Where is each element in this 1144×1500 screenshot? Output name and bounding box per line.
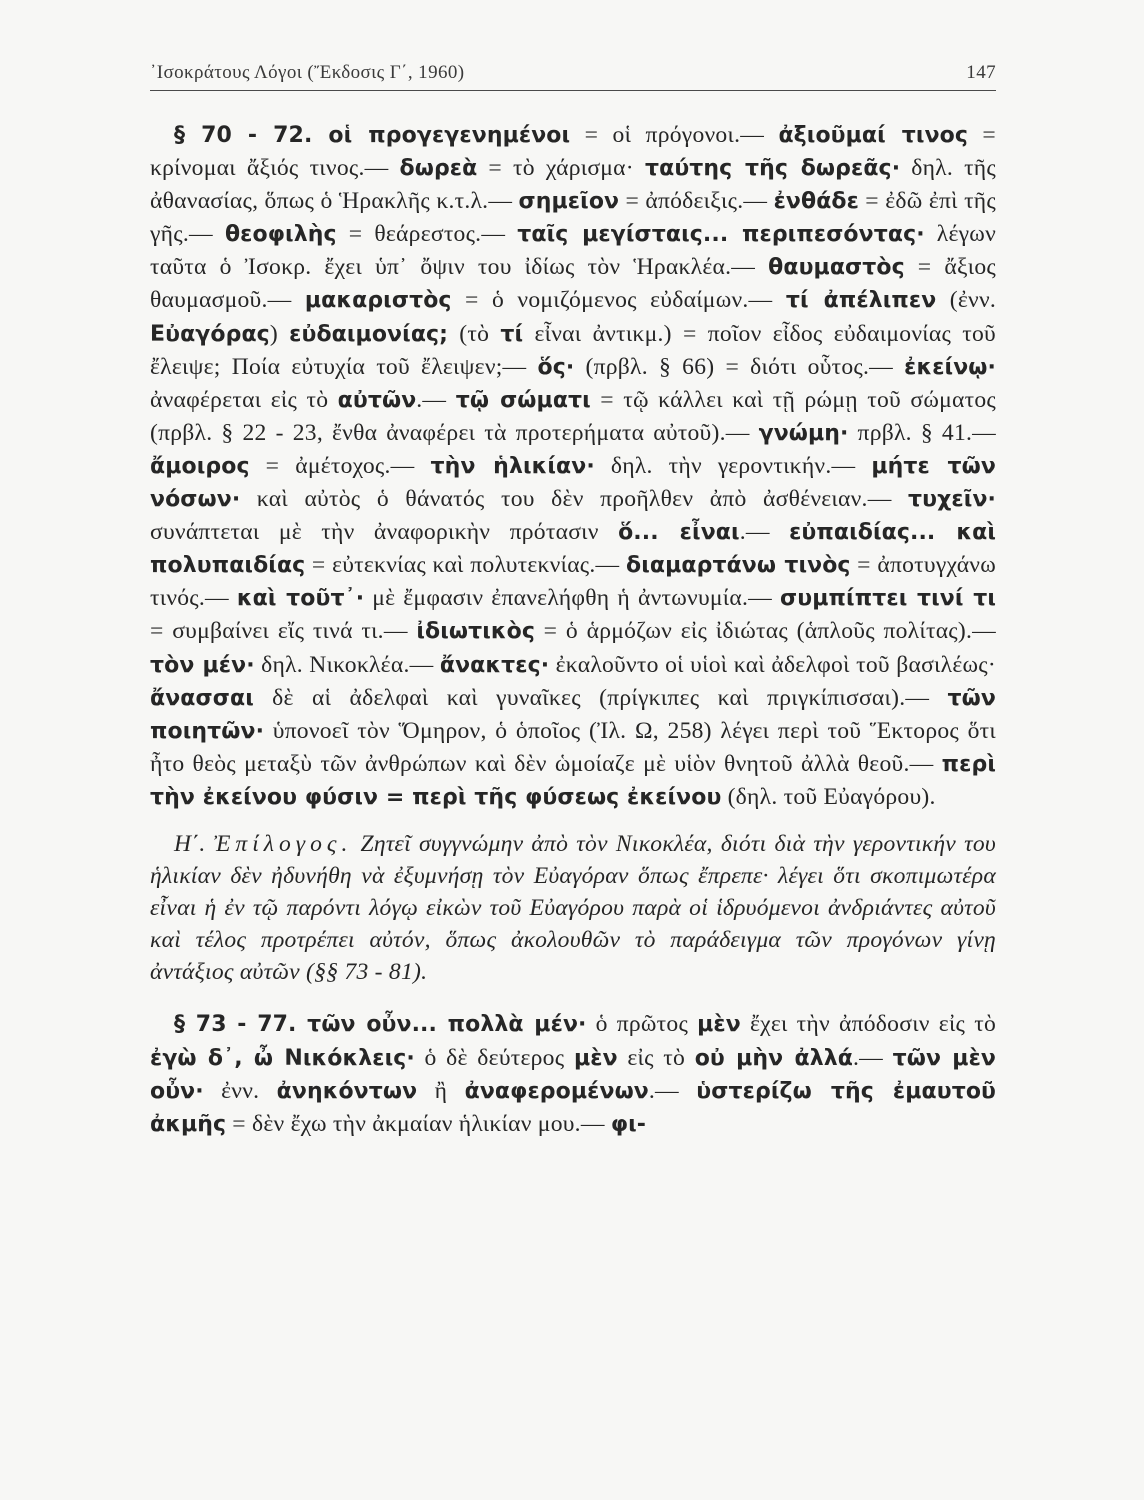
lemma-term: τῶν μὲν οὖν· xyxy=(150,1045,996,1104)
gloss-text: ὁ πρῶτος xyxy=(586,1011,698,1038)
gloss-text: ἐκαλοῦντο οἱ υἱοὶ καὶ ἀδελφοὶ τοῦ βασιλέως· xyxy=(549,651,996,678)
gloss-text: .— xyxy=(739,519,790,546)
gloss-text: ἢ xyxy=(417,1077,465,1104)
lemma-term: συμπίπτει τινί τι xyxy=(780,586,997,612)
lemma-term: ταῖς μεγίσταις... περιπεσόντας· xyxy=(517,222,925,248)
lemma-term: εὐδαιμονίας; xyxy=(289,321,449,347)
lemma-term: δωρεὰ xyxy=(399,156,478,182)
lemma-term: τί ἀπέλιπεν xyxy=(785,288,937,314)
gloss-text: = ἀμέτοχος.— xyxy=(249,452,431,479)
gloss-text: λέγων ταῦτα ὁ Ἰσοκρ. ἔχει ὑπ᾿ ὄψιν του ἰδίως τὸν Ἡρακλέα.— xyxy=(150,221,996,281)
lemma-term: θαυμαστὸς xyxy=(768,255,905,281)
gloss-text: (τὸ xyxy=(448,320,501,347)
lemma-term: § 73 - 77. τῶν οὖν... πολλὰ μέν· xyxy=(174,1012,587,1038)
epilogue-summary-paragraph xyxy=(150,828,996,988)
lemma-term: ἀξιοῦμαί τινος xyxy=(778,123,969,148)
lemma-term: θεοφιλὴς xyxy=(224,222,337,248)
lemma-term: διαμαρτάνω τινὸς xyxy=(626,553,851,579)
lemma-term: μήτε τῶν νόσων· xyxy=(150,453,996,513)
lemma-term: ἄνακτες· xyxy=(439,652,550,678)
gloss-text: = ἄξιος θαυμασμοῦ.— xyxy=(150,254,996,314)
lemma-term: ἐκείνῳ· xyxy=(904,354,996,380)
gloss-text: ἔχει τὴν ἀπόδοσιν εἰς τὸ xyxy=(740,1011,996,1038)
gloss-text: δὲ αἱ ἀδελφαὶ καὶ γυναῖκες (πρίγκιπες καὶ πριγκίπισσαι).— xyxy=(253,684,948,711)
lemma-term: ἀνηκόντων xyxy=(276,1078,418,1104)
lemma-term: ἀναφερομένων xyxy=(464,1078,649,1104)
gloss-text: = τῷ κάλλει καὶ τῇ ρώμῃ τοῦ σώματος (πρβλ. § 22 - 23, ἔνθα ἀναφέρει τὰ προτερήματα αὐτοῦ).— xyxy=(150,386,996,446)
lemma-term: ἐγὼ δ᾿, ὦ Νικόκλεις· xyxy=(150,1045,415,1071)
gloss-text: ἀναφέρεται εἰς τὸ xyxy=(150,386,338,413)
lemma-term: ὑστερίζω τῆς ἐμαυτοῦ ἀκμῆς xyxy=(150,1078,996,1137)
lemma-term: τὴν ἡλικίαν· xyxy=(430,453,595,479)
commentary-paragraph xyxy=(150,119,996,814)
lemma-term: τυχεῖν· xyxy=(908,487,996,513)
gloss-text: = ἀπόδειξις.— xyxy=(619,188,774,215)
lemma-term: εὐπαιδίας... καὶ πολυπαιδίας xyxy=(150,520,997,579)
gloss-text: ) xyxy=(269,320,290,347)
lemma-term: καὶ τοῦτ᾿· xyxy=(236,586,365,612)
gloss-text: καὶ αὐτὸς ὁ θάνατός του δὲν προῆλθεν ἀπὸ ἀσθένειαν.— xyxy=(240,486,909,513)
lemma-term: τὸν μέν· xyxy=(150,652,255,678)
gloss-text: = ὁ νομιζόμενος εὐδαίμων.— xyxy=(451,287,786,314)
lemma-term: μὲν xyxy=(573,1045,618,1071)
gloss-text: = εὐτεκνίας καὶ πολυτεκνίας.— xyxy=(305,552,626,579)
book-page xyxy=(150,62,996,1141)
lemma-term: αὐτῶν xyxy=(337,387,417,413)
lemma-term: Εὐαγόρας xyxy=(150,321,270,347)
lemma-term: ἄνασσαι xyxy=(150,685,254,711)
lemma-term: γνώμη· xyxy=(758,420,849,446)
gloss-text: Ζητεῖ συγγνώμην ἀπὸ τὸν Νικοκλέα, διότι διὰ τὴν γεροντικήν του ἡλικίαν δὲν ἠδυνήθη νὰ ἐξυμνήσῃ τὸν Εὐαγόραν ὅπως ἔπρεπε· λέγει ὅτι σκοπιμωτέρα εἶναι ἡ ἐν τῷ παρόντι λόγῳ εἰκὼν τοῦ Εὐαγόρου παρὰ οἱ ἱδρυόμενοι ἀνδριάντες αὐτοῦ καὶ τέλος προτρέπει αὐτόν, ὅπως ἀκολουθῶν τὸ παράδειγμα τῶν προγόνων γίνῃ ἀντάξιος αὐτῶν (§§ 73 - 81). xyxy=(150,830,996,986)
lemma-term: οὐ μὴν ἀλλά xyxy=(694,1045,853,1071)
gloss-text: δηλ. τῆς ἀθανασίας, ὅπως ὁ Ἡρακλῆς κ.τ.λ.— xyxy=(150,155,996,215)
lemma-term: σημεῖον xyxy=(518,189,620,215)
gloss-text: (δηλ. τοῦ Εὐαγόρου). xyxy=(721,783,936,810)
gloss-text: = τὸ χάρισμα· xyxy=(477,155,645,182)
gloss-text: εἶναι ἀντικμ.) = ποῖον εἶδος εὐδαιμονίας τοῦ ἔλειψε; Ποία εὐτυχία τοῦ ἔλειψεν;— xyxy=(150,320,996,380)
gloss-text: ἐνν. xyxy=(203,1077,277,1104)
lemma-term: τῷ σώματι xyxy=(455,387,591,413)
gloss-text: δηλ. Νικοκλέα.— xyxy=(254,651,440,678)
header-title: ᾿Ισοκράτους Λόγοι (Ἔκδοσις Γ΄, 1960) xyxy=(150,62,465,83)
lemma-term: § 70 - 72. οἱ προγεγενημένοι xyxy=(174,123,571,148)
lemma-term: ἰδιωτικὸς xyxy=(416,619,536,645)
gloss-text: μὲ ἔμφασιν ἐπανελήφθη ἡ ἀντωνυμία.— xyxy=(364,585,781,612)
page-number: 147 xyxy=(966,62,996,83)
gloss-text: = δὲν ἔχω τὴν ἀκμαίαν ἡλικίαν μου.— xyxy=(226,1110,611,1137)
gloss-text: = ἐδῶ ἐπὶ τῆς γῆς.— xyxy=(150,188,996,248)
lemma-term: φι- xyxy=(610,1111,647,1137)
gloss-text: συνάπτεται μὲ τὴν ἀναφορικὴν πρότασιν xyxy=(150,519,619,546)
gloss-text: = συμβαίνει εἴς τινά τι.— xyxy=(150,618,417,645)
lemma-term: ὅς· xyxy=(537,354,575,380)
lemma-term: μακαριστὸς xyxy=(304,288,452,314)
gloss-text: ὑπονοεῖ τὸν Ὅμηρον, ὁ ὁποῖος (Ἰλ. Ω, 258) λέγει περὶ τοῦ Ἕκτορος ὅτι ἦτο θεὸς μεταξὺ τῶν ἀνθρώπων καὶ δὲν ὡμοίαζε μὲ υἱὸν θνητοῦ ἀλλὰ θεοῦ.— xyxy=(150,717,996,777)
lemma-term: ἄμοιρος xyxy=(150,453,250,479)
gloss-text: (ἐνν. xyxy=(936,287,997,314)
gloss-text: πρβλ. § 41.— xyxy=(848,419,997,446)
gloss-text: = οἱ πρόγονοι.— xyxy=(570,122,779,148)
gloss-text: (πρβλ. § 66) = διότι οὗτος.— xyxy=(574,353,905,380)
commentary-paragraph xyxy=(150,1008,996,1140)
commentary-body xyxy=(150,119,996,1141)
lemma-term: τῶν ποιητῶν· xyxy=(150,685,996,744)
lemma-term: μὲν xyxy=(697,1012,741,1038)
lemma-term: τί xyxy=(500,321,524,347)
gloss-text: ὁ δὲ δεύτερος xyxy=(414,1044,574,1071)
gloss-text: Η΄. xyxy=(174,830,214,857)
gloss-text: δηλ. τὴν γεροντικήν.— xyxy=(594,452,872,479)
gloss-text: .— xyxy=(852,1044,893,1071)
section-heading: Ἐπίλογος. xyxy=(213,830,353,857)
running-header xyxy=(150,62,996,91)
lemma-term: περὶ τὴν ἐκείνου φύσιν = περὶ τῆς φύσεως ἐκείνου xyxy=(150,751,996,810)
gloss-text: .— xyxy=(648,1077,697,1104)
lemma-term: ὅ... εἶναι xyxy=(618,520,740,546)
lemma-term: ταύτης τῆς δωρεᾶς· xyxy=(644,156,901,182)
gloss-text: εἰς τὸ xyxy=(617,1044,695,1071)
lemma-term: ἐνθάδε xyxy=(773,189,859,215)
gloss-text: .— xyxy=(416,386,456,413)
gloss-text: = ἀποτυγχάνω τινός.— xyxy=(150,552,997,612)
gloss-text: = ὁ ἁρμόζων εἰς ἰδιώτας (ἁπλοῦς πολίτας).— xyxy=(535,618,996,645)
gloss-text: = θεάρεστος.— xyxy=(336,221,518,248)
gloss-text: = κρίνομαι ἄξιός τινος.— xyxy=(150,122,996,182)
